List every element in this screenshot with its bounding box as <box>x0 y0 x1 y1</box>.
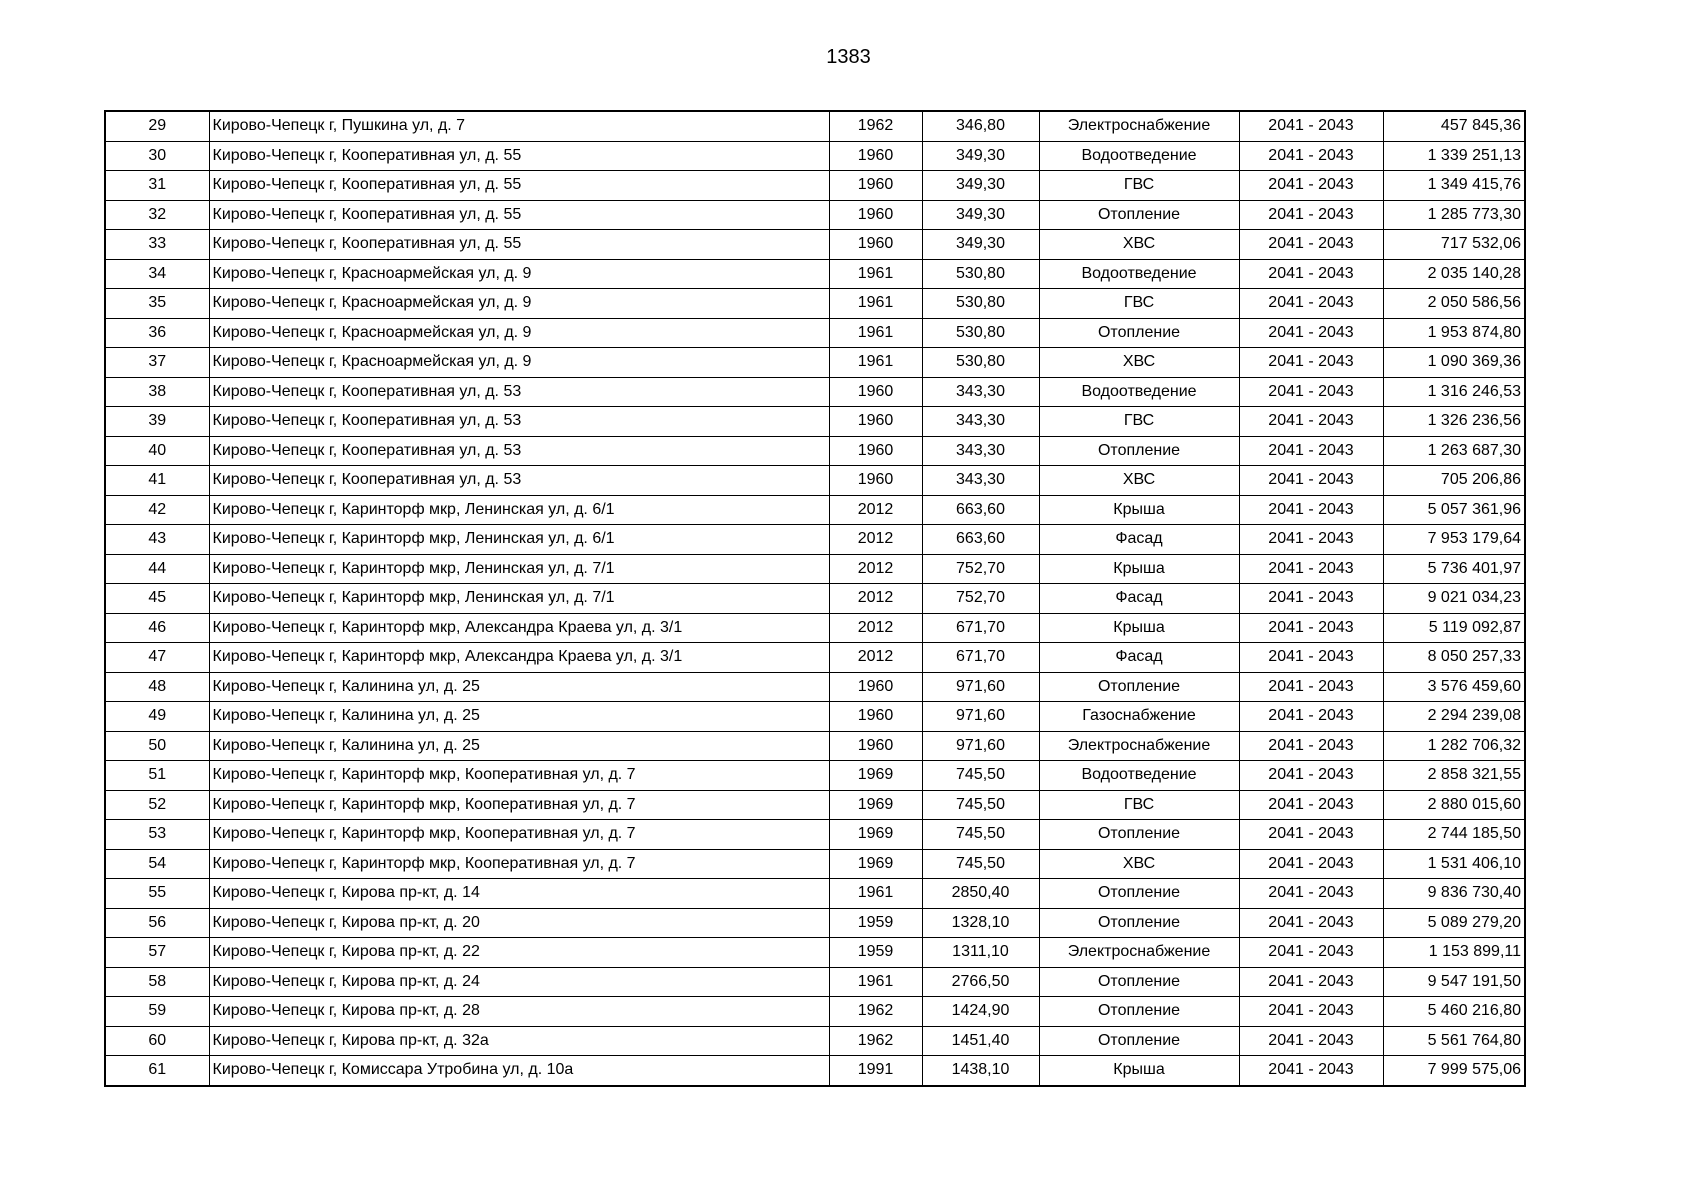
work-type-cell: Отопление <box>1039 436 1239 466</box>
row-number-cell: 39 <box>105 407 209 437</box>
cost-cell: 1 285 773,30 <box>1383 200 1525 230</box>
build-year-cell: 2012 <box>829 584 922 614</box>
work-type-cell: Отопление <box>1039 200 1239 230</box>
row-number-cell: 55 <box>105 879 209 909</box>
area-cell: 971,60 <box>922 672 1039 702</box>
area-cell: 343,30 <box>922 377 1039 407</box>
table-row <box>105 790 1525 820</box>
row-number-cell: 59 <box>105 997 209 1027</box>
build-year-cell: 1960 <box>829 731 922 761</box>
work-type-cell: Отопление <box>1039 672 1239 702</box>
area-cell: 752,70 <box>922 584 1039 614</box>
work-type-cell: Фасад <box>1039 584 1239 614</box>
area-cell: 2766,50 <box>922 967 1039 997</box>
address-cell: Кирово-Чепецк г, Красноармейская ул, д. 9 <box>209 348 829 378</box>
build-year-cell: 1960 <box>829 466 922 496</box>
address-cell: Кирово-Чепецк г, Каринторф мкр, Ленинская ул, д. 7/1 <box>209 584 829 614</box>
period-cell: 2041 - 2043 <box>1239 230 1383 260</box>
period-cell: 2041 - 2043 <box>1239 1026 1383 1056</box>
period-cell: 2041 - 2043 <box>1239 495 1383 525</box>
table-row <box>105 584 1525 614</box>
build-year-cell: 1969 <box>829 761 922 791</box>
table-row <box>105 111 1525 141</box>
row-number-cell: 43 <box>105 525 209 555</box>
row-number-cell: 48 <box>105 672 209 702</box>
cost-cell: 1 090 369,36 <box>1383 348 1525 378</box>
table-row <box>105 1026 1525 1056</box>
row-number-cell: 42 <box>105 495 209 525</box>
table-row <box>105 849 1525 879</box>
build-year-cell: 1969 <box>829 849 922 879</box>
area-cell: 671,70 <box>922 643 1039 673</box>
period-cell: 2041 - 2043 <box>1239 702 1383 732</box>
build-year-cell: 1960 <box>829 141 922 171</box>
row-number-cell: 44 <box>105 554 209 584</box>
build-year-cell: 1969 <box>829 790 922 820</box>
row-number-cell: 58 <box>105 967 209 997</box>
build-year-cell: 2012 <box>829 525 922 555</box>
table-row <box>105 554 1525 584</box>
period-cell: 2041 - 2043 <box>1239 731 1383 761</box>
build-year-cell: 1959 <box>829 938 922 968</box>
address-cell: Кирово-Чепецк г, Каринторф мкр, Кооперативная ул, д. 7 <box>209 820 829 850</box>
address-cell: Кирово-Чепецк г, Кооперативная ул, д. 53 <box>209 377 829 407</box>
cost-cell: 7 999 575,06 <box>1383 1056 1525 1086</box>
area-cell: 745,50 <box>922 849 1039 879</box>
build-year-cell: 1962 <box>829 1026 922 1056</box>
address-cell: Кирово-Чепецк г, Каринторф мкр, Ленинская ул, д. 6/1 <box>209 525 829 555</box>
table-body <box>105 111 1525 1086</box>
table-row <box>105 348 1525 378</box>
address-cell: Кирово-Чепецк г, Калинина ул, д. 25 <box>209 731 829 761</box>
cost-cell: 2 880 015,60 <box>1383 790 1525 820</box>
area-cell: 343,30 <box>922 466 1039 496</box>
table-row <box>105 259 1525 289</box>
area-cell: 971,60 <box>922 702 1039 732</box>
period-cell: 2041 - 2043 <box>1239 200 1383 230</box>
cost-cell: 1 153 899,11 <box>1383 938 1525 968</box>
row-number-cell: 36 <box>105 318 209 348</box>
period-cell: 2041 - 2043 <box>1239 1056 1383 1086</box>
row-number-cell: 45 <box>105 584 209 614</box>
cost-cell: 705 206,86 <box>1383 466 1525 496</box>
area-cell: 530,80 <box>922 348 1039 378</box>
table-row <box>105 908 1525 938</box>
table-row <box>105 318 1525 348</box>
work-type-cell: ХВС <box>1039 849 1239 879</box>
address-cell: Кирово-Чепецк г, Красноармейская ул, д. 9 <box>209 318 829 348</box>
row-number-cell: 33 <box>105 230 209 260</box>
work-type-cell: Отопление <box>1039 879 1239 909</box>
address-cell: Кирово-Чепецк г, Кооперативная ул, д. 55 <box>209 171 829 201</box>
build-year-cell: 1962 <box>829 111 922 141</box>
work-type-cell: Водоотведение <box>1039 259 1239 289</box>
row-number-cell: 46 <box>105 613 209 643</box>
row-number-cell: 40 <box>105 436 209 466</box>
build-year-cell: 1961 <box>829 289 922 319</box>
row-number-cell: 57 <box>105 938 209 968</box>
work-type-cell: Фасад <box>1039 643 1239 673</box>
period-cell: 2041 - 2043 <box>1239 879 1383 909</box>
work-type-cell: Электроснабжение <box>1039 938 1239 968</box>
row-number-cell: 31 <box>105 171 209 201</box>
period-cell: 2041 - 2043 <box>1239 908 1383 938</box>
address-cell: Кирово-Чепецк г, Кирова пр-кт, д. 32а <box>209 1026 829 1056</box>
table-row <box>105 879 1525 909</box>
cost-cell: 1 263 687,30 <box>1383 436 1525 466</box>
table-row <box>105 407 1525 437</box>
period-cell: 2041 - 2043 <box>1239 790 1383 820</box>
area-cell: 343,30 <box>922 407 1039 437</box>
period-cell: 2041 - 2043 <box>1239 289 1383 319</box>
row-number-cell: 32 <box>105 200 209 230</box>
work-type-cell: Водоотведение <box>1039 141 1239 171</box>
row-number-cell: 29 <box>105 111 209 141</box>
address-cell: Кирово-Чепецк г, Комиссара Утробина ул, д. 10а <box>209 1056 829 1086</box>
address-cell: Кирово-Чепецк г, Кооперативная ул, д. 53 <box>209 466 829 496</box>
period-cell: 2041 - 2043 <box>1239 259 1383 289</box>
area-cell: 530,80 <box>922 318 1039 348</box>
row-number-cell: 38 <box>105 377 209 407</box>
area-cell: 530,80 <box>922 259 1039 289</box>
cost-cell: 5 089 279,20 <box>1383 908 1525 938</box>
area-cell: 349,30 <box>922 230 1039 260</box>
area-cell: 1311,10 <box>922 938 1039 968</box>
build-year-cell: 2012 <box>829 643 922 673</box>
period-cell: 2041 - 2043 <box>1239 141 1383 171</box>
cost-cell: 1 531 406,10 <box>1383 849 1525 879</box>
row-number-cell: 34 <box>105 259 209 289</box>
build-year-cell: 1960 <box>829 436 922 466</box>
period-cell: 2041 - 2043 <box>1239 820 1383 850</box>
cost-cell: 457 845,36 <box>1383 111 1525 141</box>
table-row <box>105 643 1525 673</box>
work-type-cell: Электроснабжение <box>1039 111 1239 141</box>
work-type-cell: ХВС <box>1039 348 1239 378</box>
table-row <box>105 672 1525 702</box>
cost-cell: 1 339 251,13 <box>1383 141 1525 171</box>
build-year-cell: 1961 <box>829 318 922 348</box>
work-type-cell: ХВС <box>1039 230 1239 260</box>
row-number-cell: 54 <box>105 849 209 879</box>
cost-cell: 1 316 246,53 <box>1383 377 1525 407</box>
table-row <box>105 967 1525 997</box>
address-cell: Кирово-Чепецк г, Каринторф мкр, Кооперативная ул, д. 7 <box>209 761 829 791</box>
period-cell: 2041 - 2043 <box>1239 525 1383 555</box>
build-year-cell: 1969 <box>829 820 922 850</box>
work-type-cell: Водоотведение <box>1039 377 1239 407</box>
cost-cell: 2 050 586,56 <box>1383 289 1525 319</box>
row-number-cell: 50 <box>105 731 209 761</box>
area-cell: 1424,90 <box>922 997 1039 1027</box>
cost-cell: 1 326 236,56 <box>1383 407 1525 437</box>
build-year-cell: 2012 <box>829 554 922 584</box>
row-number-cell: 37 <box>105 348 209 378</box>
cost-cell: 9 547 191,50 <box>1383 967 1525 997</box>
work-type-cell: Отопление <box>1039 908 1239 938</box>
cost-cell: 2 035 140,28 <box>1383 259 1525 289</box>
area-cell: 663,60 <box>922 495 1039 525</box>
area-cell: 349,30 <box>922 200 1039 230</box>
cost-cell: 5 057 361,96 <box>1383 495 1525 525</box>
work-type-cell: ГВС <box>1039 289 1239 319</box>
cost-cell: 1 953 874,80 <box>1383 318 1525 348</box>
build-year-cell: 1991 <box>829 1056 922 1086</box>
build-year-cell: 1960 <box>829 407 922 437</box>
area-cell: 1328,10 <box>922 908 1039 938</box>
area-cell: 971,60 <box>922 731 1039 761</box>
address-cell: Кирово-Чепецк г, Каринторф мкр, Кооперативная ул, д. 7 <box>209 849 829 879</box>
cost-cell: 5 460 216,80 <box>1383 997 1525 1027</box>
address-cell: Кирово-Чепецк г, Кирова пр-кт, д. 22 <box>209 938 829 968</box>
row-number-cell: 52 <box>105 790 209 820</box>
table-row <box>105 731 1525 761</box>
address-cell: Кирово-Чепецк г, Каринторф мкр, Ленинская ул, д. 7/1 <box>209 554 829 584</box>
period-cell: 2041 - 2043 <box>1239 466 1383 496</box>
address-cell: Кирово-Чепецк г, Кооперативная ул, д. 53 <box>209 436 829 466</box>
period-cell: 2041 - 2043 <box>1239 997 1383 1027</box>
work-type-cell: Крыша <box>1039 554 1239 584</box>
area-cell: 530,80 <box>922 289 1039 319</box>
cost-cell: 9 836 730,40 <box>1383 879 1525 909</box>
cost-cell: 8 050 257,33 <box>1383 643 1525 673</box>
page-number: 1383 <box>826 46 871 68</box>
period-cell: 2041 - 2043 <box>1239 967 1383 997</box>
table-row <box>105 495 1525 525</box>
table-row <box>105 289 1525 319</box>
build-year-cell: 1961 <box>829 967 922 997</box>
period-cell: 2041 - 2043 <box>1239 849 1383 879</box>
period-cell: 2041 - 2043 <box>1239 643 1383 673</box>
table-row <box>105 525 1525 555</box>
table-row <box>105 230 1525 260</box>
work-type-cell: Крыша <box>1039 495 1239 525</box>
cost-cell: 7 953 179,64 <box>1383 525 1525 555</box>
area-cell: 745,50 <box>922 761 1039 791</box>
address-cell: Кирово-Чепецк г, Кооперативная ул, д. 53 <box>209 407 829 437</box>
build-year-cell: 2012 <box>829 613 922 643</box>
cost-cell: 717 532,06 <box>1383 230 1525 260</box>
period-cell: 2041 - 2043 <box>1239 171 1383 201</box>
table-row <box>105 436 1525 466</box>
work-type-cell: Электроснабжение <box>1039 731 1239 761</box>
address-cell: Кирово-Чепецк г, Калинина ул, д. 25 <box>209 702 829 732</box>
cost-cell: 2 294 239,08 <box>1383 702 1525 732</box>
cost-cell: 1 282 706,32 <box>1383 731 1525 761</box>
address-cell: Кирово-Чепецк г, Каринторф мкр, Александра Краева ул, д. 3/1 <box>209 613 829 643</box>
period-cell: 2041 - 2043 <box>1239 407 1383 437</box>
work-type-cell: Отопление <box>1039 967 1239 997</box>
address-cell: Кирово-Чепецк г, Кооперативная ул, д. 55 <box>209 230 829 260</box>
build-year-cell: 1959 <box>829 908 922 938</box>
work-type-cell: Отопление <box>1039 997 1239 1027</box>
work-type-cell: Фасад <box>1039 525 1239 555</box>
address-cell: Кирово-Чепецк г, Кирова пр-кт, д. 14 <box>209 879 829 909</box>
table-row <box>105 141 1525 171</box>
address-cell: Кирово-Чепецк г, Красноармейская ул, д. 9 <box>209 259 829 289</box>
work-type-cell: ГВС <box>1039 790 1239 820</box>
build-year-cell: 1960 <box>829 702 922 732</box>
table-row <box>105 761 1525 791</box>
build-year-cell: 1961 <box>829 348 922 378</box>
period-cell: 2041 - 2043 <box>1239 111 1383 141</box>
cost-cell: 2 744 185,50 <box>1383 820 1525 850</box>
table-row <box>105 466 1525 496</box>
row-number-cell: 60 <box>105 1026 209 1056</box>
work-type-cell: Отопление <box>1039 1026 1239 1056</box>
work-type-cell: Водоотведение <box>1039 761 1239 791</box>
area-cell: 1438,10 <box>922 1056 1039 1086</box>
work-type-cell: ГВС <box>1039 407 1239 437</box>
address-cell: Кирово-Чепецк г, Каринторф мкр, Ленинская ул, д. 6/1 <box>209 495 829 525</box>
row-number-cell: 53 <box>105 820 209 850</box>
work-type-cell: Отопление <box>1039 820 1239 850</box>
period-cell: 2041 - 2043 <box>1239 938 1383 968</box>
period-cell: 2041 - 2043 <box>1239 672 1383 702</box>
build-year-cell: 1960 <box>829 377 922 407</box>
build-year-cell: 2012 <box>829 495 922 525</box>
address-cell: Кирово-Чепецк г, Кооперативная ул, д. 55 <box>209 141 829 171</box>
address-cell: Кирово-Чепецк г, Пушкина ул, д. 7 <box>209 111 829 141</box>
row-number-cell: 49 <box>105 702 209 732</box>
table-row <box>105 997 1525 1027</box>
table-row <box>105 171 1525 201</box>
area-cell: 745,50 <box>922 790 1039 820</box>
row-number-cell: 30 <box>105 141 209 171</box>
table-row <box>105 820 1525 850</box>
address-cell: Кирово-Чепецк г, Кирова пр-кт, д. 20 <box>209 908 829 938</box>
table-row <box>105 938 1525 968</box>
build-year-cell: 1960 <box>829 230 922 260</box>
period-cell: 2041 - 2043 <box>1239 377 1383 407</box>
table-row <box>105 200 1525 230</box>
row-number-cell: 56 <box>105 908 209 938</box>
cost-cell: 3 576 459,60 <box>1383 672 1525 702</box>
period-cell: 2041 - 2043 <box>1239 761 1383 791</box>
table-row <box>105 1056 1525 1086</box>
area-cell: 346,80 <box>922 111 1039 141</box>
period-cell: 2041 - 2043 <box>1239 436 1383 466</box>
area-cell: 745,50 <box>922 820 1039 850</box>
cost-cell: 2 858 321,55 <box>1383 761 1525 791</box>
repair-schedule-table <box>104 110 1526 1087</box>
area-cell: 663,60 <box>922 525 1039 555</box>
period-cell: 2041 - 2043 <box>1239 348 1383 378</box>
cost-cell: 9 021 034,23 <box>1383 584 1525 614</box>
build-year-cell: 1961 <box>829 879 922 909</box>
build-year-cell: 1962 <box>829 997 922 1027</box>
area-cell: 343,30 <box>922 436 1039 466</box>
period-cell: 2041 - 2043 <box>1239 318 1383 348</box>
build-year-cell: 1960 <box>829 200 922 230</box>
address-cell: Кирово-Чепецк г, Кирова пр-кт, д. 24 <box>209 967 829 997</box>
address-cell: Кирово-Чепецк г, Красноармейская ул, д. 9 <box>209 289 829 319</box>
build-year-cell: 1960 <box>829 171 922 201</box>
table-row <box>105 702 1525 732</box>
work-type-cell: Крыша <box>1039 1056 1239 1086</box>
area-cell: 671,70 <box>922 613 1039 643</box>
work-type-cell: ГВС <box>1039 171 1239 201</box>
address-cell: Кирово-Чепецк г, Кооперативная ул, д. 55 <box>209 200 829 230</box>
period-cell: 2041 - 2043 <box>1239 554 1383 584</box>
cost-cell: 5 561 764,80 <box>1383 1026 1525 1056</box>
address-cell: Кирово-Чепецк г, Кирова пр-кт, д. 28 <box>209 997 829 1027</box>
cost-cell: 5 736 401,97 <box>1383 554 1525 584</box>
row-number-cell: 35 <box>105 289 209 319</box>
address-cell: Кирово-Чепецк г, Каринторф мкр, Александра Краева ул, д. 3/1 <box>209 643 829 673</box>
address-cell: Кирово-Чепецк г, Калинина ул, д. 25 <box>209 672 829 702</box>
area-cell: 349,30 <box>922 171 1039 201</box>
build-year-cell: 1961 <box>829 259 922 289</box>
period-cell: 2041 - 2043 <box>1239 613 1383 643</box>
row-number-cell: 51 <box>105 761 209 791</box>
work-type-cell: Отопление <box>1039 318 1239 348</box>
row-number-cell: 47 <box>105 643 209 673</box>
period-cell: 2041 - 2043 <box>1239 584 1383 614</box>
row-number-cell: 41 <box>105 466 209 496</box>
area-cell: 1451,40 <box>922 1026 1039 1056</box>
row-number-cell: 61 <box>105 1056 209 1086</box>
work-type-cell: Крыша <box>1039 613 1239 643</box>
area-cell: 349,30 <box>922 141 1039 171</box>
area-cell: 752,70 <box>922 554 1039 584</box>
work-type-cell: ХВС <box>1039 466 1239 496</box>
area-cell: 2850,40 <box>922 879 1039 909</box>
table-row <box>105 613 1525 643</box>
work-type-cell: Газоснабжение <box>1039 702 1239 732</box>
cost-cell: 1 349 415,76 <box>1383 171 1525 201</box>
cost-cell: 5 119 092,87 <box>1383 613 1525 643</box>
address-cell: Кирово-Чепецк г, Каринторф мкр, Кооперативная ул, д. 7 <box>209 790 829 820</box>
table-row <box>105 377 1525 407</box>
build-year-cell: 1960 <box>829 672 922 702</box>
